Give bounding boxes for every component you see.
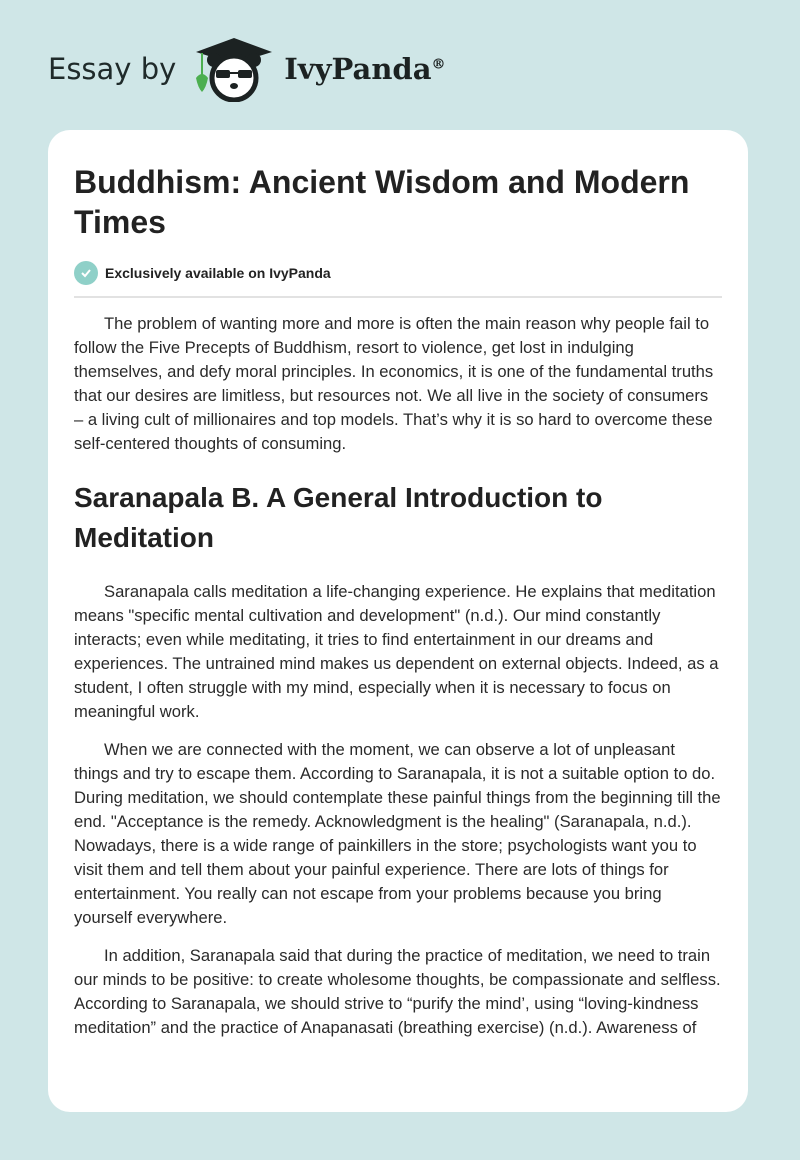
badge-text: Exclusively available on IvyPanda	[105, 265, 331, 281]
paragraph: When we are connected with the moment, we can observe a lot of unpleasant things and try to escape them. According to Saranapala, it is not a suitable option to do. During meditation, we should contemplate these painful things from the beginning till the end. "Acceptance is the remedy. Acknowledgment is the healing" (Saranapala, n.d.). Nowadays, there is a wide range of painkillers in the store; psychologists want you to visit them and tell them about your painful experience. There are lots of things for entertainment. You really can not escape from your problems because you bring yourself everywhere.	[74, 740, 721, 927]
exclusive-badge	[74, 260, 722, 286]
registered-mark: ®	[431, 56, 446, 73]
brand-text: IvyPanda	[284, 52, 432, 86]
paragraph: The problem of wanting more and more is often the main reason why people fail to follow the Five Precepts of Buddhism, resort to violence, get lost in indulging themselves, and defy moral principles. In economics, it is one of the fundamental truths that our desires are limitless, but resources not. We all live in the society of consumers – a living cult of millionaires and top models. That’s why it is so hard to overcome these self-centered thoughts of consuming.	[74, 314, 714, 453]
essay-by-label: Essay by	[48, 52, 177, 86]
site-header	[48, 34, 446, 104]
divider	[74, 296, 722, 298]
essay-title: Buddhism: Ancient Wisdom and Modern Times	[74, 164, 690, 240]
section-heading: Saranapala B. A General Introduction to Meditation	[74, 482, 603, 553]
paragraph: In addition, Saranapala said that during the practice of meditation, we need to train our minds to be positive: to create wholesome thoughts, be compassionate and selfless. According to Saranapala, we should strive to “purify the mind’, using “loving-kindness meditation” and the practice of Anapanasati (breathing exercise) (n.d.). Awareness of	[74, 946, 721, 1037]
brand-name	[284, 52, 445, 86]
panda-logo-icon[interactable]	[194, 36, 274, 102]
paragraph: Saranapala calls meditation a life-changing experience. He explains that meditation means "specific mental cultivation and development" (n.d.). Our mind constantly interacts; even while meditating, it tries to find entertainment in our dreams and experiences. The untrained mind makes us dependent on external objects. Indeed, as a student, I often struggle with my mind, especially when it is necessary to focus on meaningful work.	[74, 582, 719, 721]
check-icon	[74, 261, 98, 285]
essay-card	[48, 130, 748, 1112]
